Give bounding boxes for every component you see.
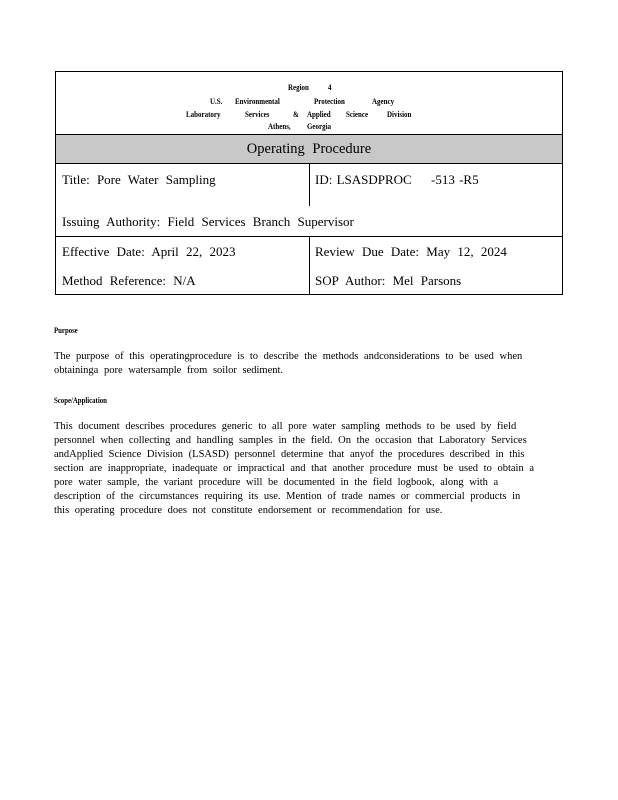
division-services: Services bbox=[245, 109, 270, 119]
scope-heading: Scope/Application bbox=[54, 395, 107, 405]
scope-line: This document describes procedures generic to all pore water sampling methods to be used by field bbox=[54, 421, 517, 432]
purpose-line: obtaininga pore watersample from soilor sediment. bbox=[54, 365, 284, 376]
method-reference-field: Method Reference: N/A bbox=[62, 273, 196, 288]
title-field: Title: Pore Water Sampling bbox=[62, 172, 216, 187]
region-label: Region bbox=[288, 82, 309, 92]
id-suffix: -513 -R5 bbox=[431, 172, 479, 187]
column-divider bbox=[309, 164, 310, 206]
issuing-authority-field: Issuing Authority: Field Services Branch Supervisor bbox=[62, 214, 354, 229]
division-ampersand: & bbox=[293, 109, 299, 119]
agency-header bbox=[56, 72, 562, 135]
scope-line: this operating procedure does not constitute endorsement or recommendation for use. bbox=[54, 505, 443, 516]
agency-environmental: Environmental bbox=[235, 96, 280, 106]
region-number: 4 bbox=[328, 82, 332, 92]
purpose-line: The purpose of this operatingprocedure is to describe the methods andconsiderations to be used when bbox=[54, 351, 523, 362]
division-laboratory: Laboratory bbox=[186, 109, 221, 119]
scope-line: section are inappropriate, inadequate or impractical and that another procedure must be used to obtain a bbox=[54, 463, 534, 474]
city: Athens, bbox=[268, 121, 291, 131]
division-science: Science bbox=[346, 109, 369, 119]
scope-line: andApplied Science Division (LSASD) personnel determine that anyof the procedures described in this bbox=[54, 449, 525, 460]
agency-agency: Agency bbox=[372, 96, 395, 106]
scope-line: pore water sample, the variant procedure will be documented in the field logbook, along with a bbox=[54, 477, 499, 488]
sop-header-table bbox=[55, 71, 563, 295]
column-divider bbox=[309, 237, 310, 295]
division-applied: Applied bbox=[307, 109, 331, 119]
division-division: Division bbox=[387, 109, 412, 119]
scope-line: personnel when collecting and handling samples in the field. On the occasion that Laboratory Services bbox=[54, 435, 527, 446]
review-due-date-field: Review Due Date: May 12, 2024 bbox=[315, 244, 507, 259]
effective-date-field: Effective Date: April 22, 2023 bbox=[62, 244, 236, 259]
agency-protection: Protection bbox=[314, 96, 345, 106]
id-field: ID: LSASDPROC bbox=[315, 172, 412, 187]
dates-row bbox=[56, 237, 562, 295]
sop-author-field: SOP Author: Mel Parsons bbox=[315, 273, 462, 288]
state: Georgia bbox=[307, 121, 332, 131]
agency-us: U.S. bbox=[210, 96, 223, 106]
purpose-heading: Purpose bbox=[54, 325, 78, 335]
operating-procedure-banner: Operating Procedure bbox=[56, 135, 562, 164]
scope-line: description of the circumstances requiring its use. Mention of trade names or commercial products in bbox=[54, 491, 521, 502]
title-row bbox=[56, 164, 562, 237]
